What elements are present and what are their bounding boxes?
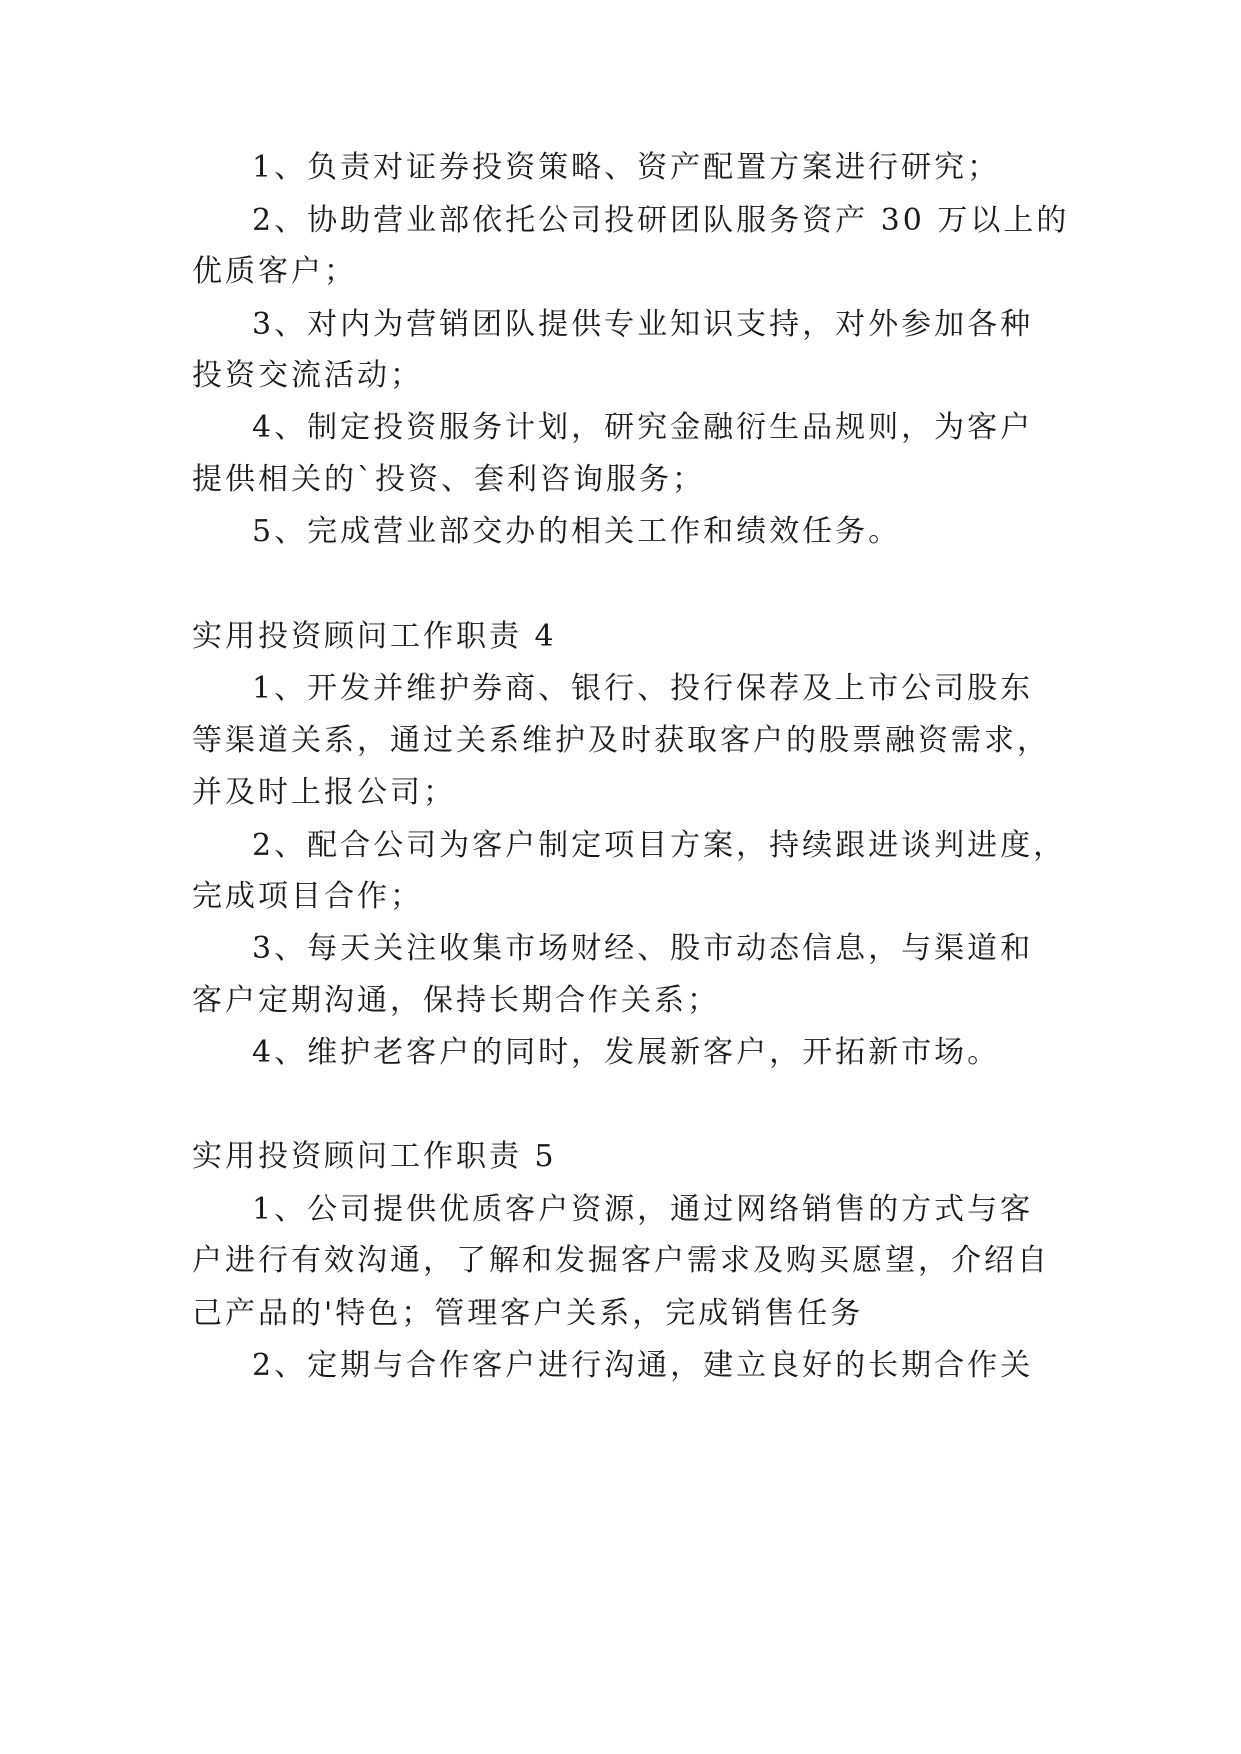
paragraph-line: 户进行有效沟通，了解和发掘客户需求及购买愿望，介绍自 (192, 1243, 1050, 1278)
paragraph-line: 2、定期与合作客户进行沟通，建立良好的长期合作关 (252, 1348, 1034, 1383)
paragraph-line: 客户定期沟通，保持长期合作关系； (192, 983, 720, 1018)
paragraph-line: 完成项目合作； (192, 879, 423, 914)
paragraph-line: 2、配合公司为客户制定项目方案，持续跟进谈判进度， (252, 828, 1067, 863)
paragraph-line: 投资交流活动； (192, 358, 423, 393)
paragraph-line: 提供相关的`投资、套利咨询服务； (192, 462, 705, 497)
paragraph-line: 3、对内为营销团队提供专业知识支持，对外参加各种 (252, 307, 1034, 342)
section-heading: 实用投资顾问工作职责 4 (192, 619, 557, 654)
paragraph-line: 并及时上报公司； (192, 775, 456, 810)
paragraph-line: 优质客户； (192, 254, 357, 289)
paragraph-line: 4、制定投资服务计划，研究金融衍生品规则，为客户 (252, 410, 1034, 445)
paragraph-line: 5、完成营业部交办的相关工作和绩效任务。 (252, 514, 902, 549)
paragraph-line: 1、负责对证券投资策略、资产配置方案进行研究； (252, 150, 1001, 185)
paragraph-line: 己产品的'特色；管理客户关系，完成销售任务 (192, 1296, 864, 1331)
paragraph-line: 4、维护老客户的同时，发展新客户，开拓新市场。 (252, 1035, 1001, 1070)
paragraph-line: 等渠道关系，通过关系维护及时获取客户的股票融资需求， (192, 723, 1050, 758)
section-heading: 实用投资顾问工作职责 5 (192, 1139, 557, 1174)
paragraph-line: 3、每天关注收集市场财经、股市动态信息，与渠道和 (252, 931, 1034, 966)
paragraph-line: 2、协助营业部依托公司投研团队服务资产 30 万以上的 (252, 203, 1070, 238)
paragraph-line: 1、公司提供优质客户资源，通过网络销售的方式与客 (252, 1192, 1034, 1227)
paragraph-line: 1、开发并维护券商、银行、投行保荐及上市公司股东 (252, 671, 1034, 706)
